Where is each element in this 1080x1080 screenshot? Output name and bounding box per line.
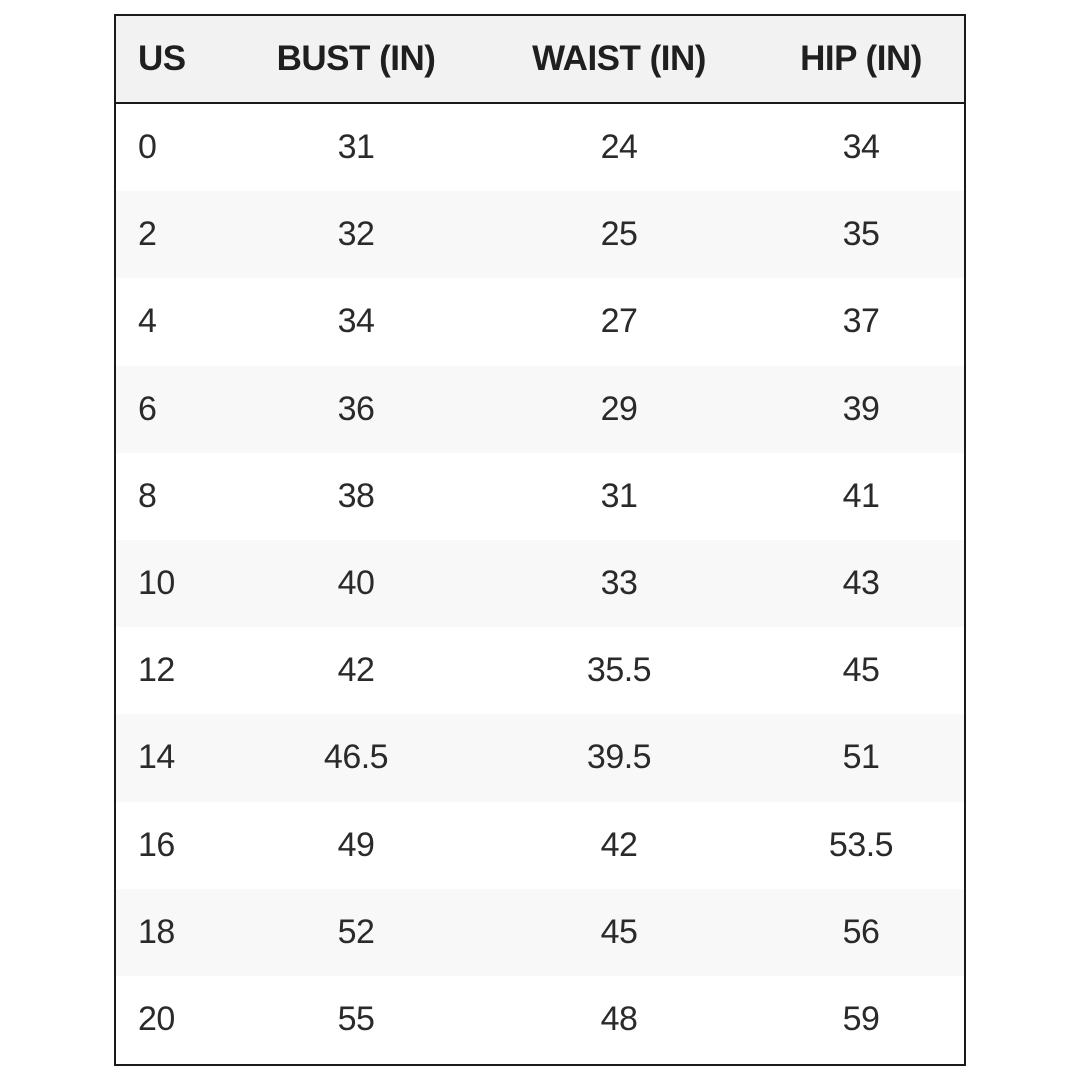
cell-waist: 31: [600, 476, 638, 515]
cell-us: 12: [138, 651, 175, 690]
table-row: [116, 714, 964, 801]
cell-hip: 39: [842, 389, 880, 428]
cell-us: 2: [138, 215, 157, 254]
cell-hip: 41: [842, 476, 880, 515]
cell-hip: 35: [842, 215, 880, 254]
cell-hip: 51: [842, 738, 880, 777]
table-row: [116, 278, 964, 365]
cell-hip: 56: [842, 912, 880, 951]
cell-us: 10: [138, 564, 175, 603]
cell-hip: 59: [842, 999, 880, 1038]
cell-bust: 42: [337, 651, 375, 690]
table-row: [116, 976, 964, 1063]
cell-us: 20: [138, 999, 175, 1038]
cell-waist: 48: [600, 999, 638, 1038]
cell-waist: 25: [600, 215, 638, 254]
table-row: [116, 366, 964, 453]
table-row: [116, 104, 964, 191]
cell-waist: 39.5: [586, 738, 652, 777]
header-us: US: [138, 39, 186, 78]
cell-us: 14: [138, 738, 175, 777]
cell-bust: 31: [337, 128, 375, 167]
cell-bust: 55: [337, 999, 375, 1038]
cell-bust: 38: [337, 476, 375, 515]
cell-hip: 34: [842, 128, 880, 167]
cell-waist: 27: [600, 302, 638, 341]
table-row: [116, 802, 964, 889]
table-row: [116, 453, 964, 540]
cell-us: 0: [138, 128, 157, 167]
cell-bust: 34: [337, 302, 375, 341]
header-waist: WAIST (IN): [532, 39, 706, 78]
table-row: [116, 889, 964, 976]
cell-bust: 52: [337, 912, 375, 951]
cell-waist: 45: [600, 912, 638, 951]
cell-us: 6: [138, 389, 157, 428]
cell-waist: 29: [600, 389, 638, 428]
cell-bust: 32: [337, 215, 375, 254]
table-row: [116, 627, 964, 714]
table-row: [116, 191, 964, 278]
cell-waist: 24: [600, 128, 638, 167]
cell-waist: 42: [600, 825, 638, 864]
cell-hip: 37: [842, 302, 880, 341]
cell-hip: 43: [842, 564, 880, 603]
cell-hip: 45: [842, 651, 880, 690]
table-body: [116, 104, 964, 1063]
cell-bust: 40: [337, 564, 375, 603]
table-header-row: [116, 16, 964, 104]
table-row: [116, 540, 964, 627]
cell-us: 18: [138, 912, 175, 951]
cell-us: 16: [138, 825, 175, 864]
cell-us: 8: [138, 476, 157, 515]
cell-hip: 53.5: [828, 825, 894, 864]
cell-bust: 36: [337, 389, 375, 428]
header-hip: HIP (IN): [800, 39, 922, 78]
cell-us: 4: [138, 302, 157, 341]
header-bust: BUST (IN): [276, 39, 436, 78]
cell-bust: 49: [337, 825, 375, 864]
cell-waist: 35.5: [586, 651, 652, 690]
cell-bust: 46.5: [323, 738, 389, 777]
size-chart-table: [114, 14, 966, 1066]
cell-waist: 33: [600, 564, 638, 603]
